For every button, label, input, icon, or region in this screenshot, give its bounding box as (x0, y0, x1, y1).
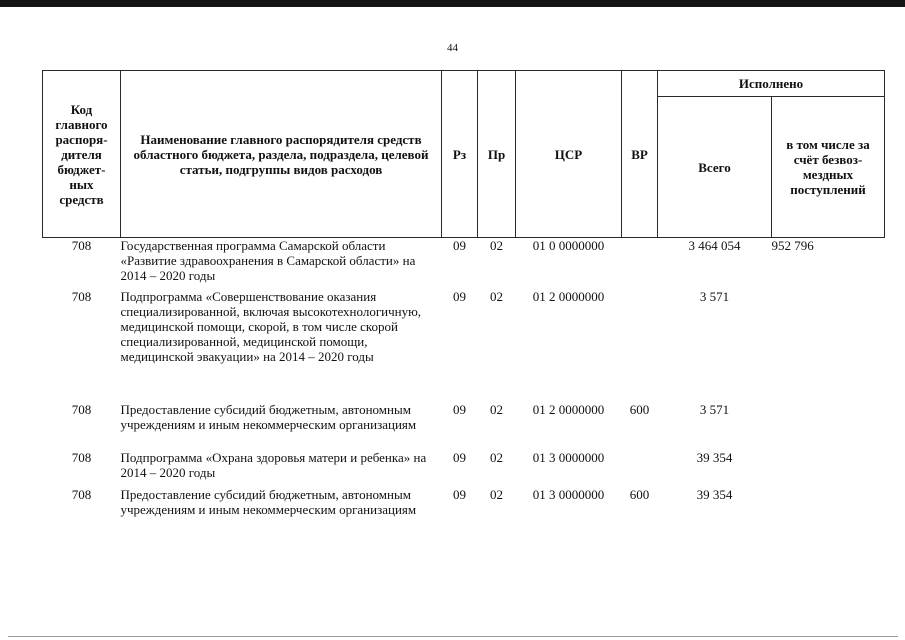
cell-csr: 01 0 0000000 (532, 238, 605, 253)
header-vr: ВР (622, 71, 658, 238)
cell-csr: 01 3 0000000 (532, 450, 605, 465)
cell-pr: 02 (490, 487, 503, 502)
table-row (43, 238, 885, 290)
scan-bottom-line (8, 636, 898, 637)
cell-total: 3 571 (699, 289, 730, 304)
cell-code: 708 (71, 487, 92, 502)
cell-rz: 09 (453, 450, 466, 465)
header-code: Код главного распоря-дителя бюджет-ных средств (43, 71, 121, 238)
header-total: Всего (658, 97, 772, 238)
cell-csr: 01 2 0000000 (532, 289, 605, 304)
cell-extra (772, 450, 885, 487)
cell-code: 708 (71, 289, 92, 304)
cell-pr: 02 (490, 289, 503, 304)
cell-name: Предоставление субсидий бюджетным, автономным учреждениям и иным некоммерческим организациям (120, 487, 417, 517)
cell-vr (622, 450, 658, 487)
cell-csr: 01 3 0000000 (532, 487, 605, 502)
cell-rz: 09 (453, 238, 466, 253)
cell-name: Подпрограмма «Совершенствование оказания специализированной, включая высокотехнологичную, медицинской помощи, скорой, в том числе скорой специализированной, медицинской помощи, медицинской эвакуации» на 2014 – 2020 годы (120, 289, 422, 364)
cell-total: 3 571 (699, 402, 730, 417)
cell-code: 708 (71, 450, 92, 465)
cell-extra (772, 289, 885, 402)
cell-vr (622, 238, 658, 290)
header-extra: в том числе за счёт безвоз-мездных поступлений (772, 97, 885, 238)
scan-top-border (0, 0, 905, 7)
table-row (43, 450, 885, 487)
cell-extra (772, 402, 885, 450)
cell-rz: 09 (453, 289, 466, 304)
cell-vr: 600 (629, 487, 650, 502)
cell-rz: 09 (453, 402, 466, 417)
table-row (43, 487, 885, 535)
header-csr: ЦСР (516, 71, 622, 238)
cell-total: 39 354 (696, 450, 733, 465)
budget-table (42, 70, 885, 535)
cell-pr: 02 (490, 238, 503, 253)
cell-code: 708 (71, 402, 92, 417)
table-row (43, 289, 885, 402)
header-rz: Рз (442, 71, 478, 238)
cell-csr: 01 2 0000000 (532, 402, 605, 417)
cell-extra (772, 487, 885, 535)
cell-vr: 600 (629, 402, 650, 417)
page-number: 44 (447, 42, 458, 54)
cell-code: 708 (71, 238, 92, 253)
table-row (43, 402, 885, 450)
cell-vr (622, 289, 658, 402)
cell-pr: 02 (490, 402, 503, 417)
cell-name: Предоставление субсидий бюджетным, автономным учреждениям и иным некоммерческим организациям (120, 402, 417, 432)
cell-total: 39 354 (696, 487, 733, 502)
cell-rz: 09 (453, 487, 466, 502)
header-executed: Исполнено (658, 71, 885, 97)
header-name: Наименование главного распорядителя средств областного бюджета, раздела, подраздела, целевой статьи, подгруппы видов расходов (121, 71, 442, 238)
cell-pr: 02 (490, 450, 503, 465)
cell-extra: 952 796 (771, 238, 814, 253)
cell-name: Государственная программа Самарской области «Развитие здравоохранения в Самарской области» на 2014 – 2020 годы (120, 238, 416, 283)
cell-total: 3 464 054 (688, 238, 741, 253)
header-pr: Пр (478, 71, 516, 238)
cell-name: Подпрограмма «Охрана здоровья матери и ребенка» на 2014 – 2020 годы (120, 450, 427, 480)
